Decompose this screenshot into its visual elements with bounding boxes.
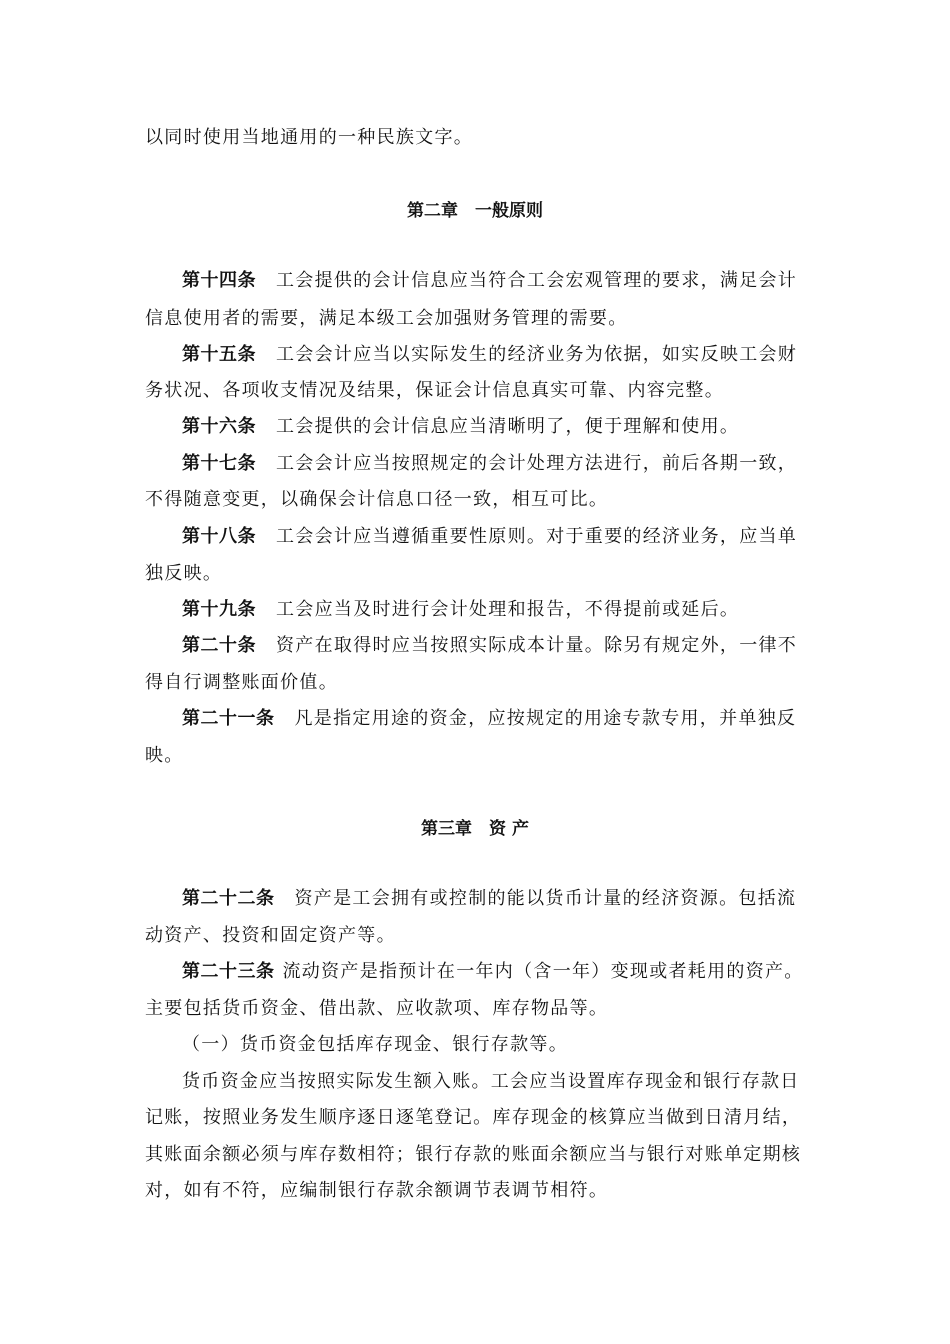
article-text: 工会应当及时进行会计处理和报告，不得提前或延后。 (276, 599, 740, 620)
chapter-heading: 第三章 资 产 (421, 819, 529, 839)
article-line (182, 635, 797, 657)
body-text-line: 以同时使用当地通用的一种民族文字。 (145, 127, 474, 148)
article-continuation-line: 独反映。 (145, 563, 223, 584)
article-number: 第二十条 (182, 635, 256, 656)
article-line (182, 416, 739, 438)
article-number: 第十八条 (182, 526, 256, 547)
article-line (182, 888, 796, 910)
paragraph-line: 其账面余额必须与库存数相符；银行存款的账面余额应当与银行对账单定期核 (145, 1144, 802, 1165)
article-continuation-line: 信息使用者的需要，满足本级工会加强财务管理的需要。 (145, 308, 628, 329)
article-continuation-line: 动资产、投资和固定资产等。 (145, 925, 396, 946)
article-text: 工会提供的会计信息应当清晰明了，便于理解和使用。 (276, 416, 740, 437)
article-text: 工会会计应当遵循重要性原则。对于重要的经济业务，应当单 (276, 526, 798, 547)
paragraph-line: 货币资金应当按照实际发生额入账。工会应当设置库存现金和银行存款日 (182, 1071, 800, 1092)
article-line (182, 526, 797, 548)
article-number: 第十四条 (182, 270, 256, 291)
article-text: 工会会计应当按照规定的会计处理方法进行，前后各期一致， (276, 453, 798, 474)
article-line (182, 599, 739, 621)
article-text: 工会提供的会计信息应当符合工会宏观管理的要求，满足会计 (276, 270, 798, 291)
article-number: 第十五条 (182, 344, 256, 365)
article-line (182, 708, 796, 730)
article-continuation-line: 务状况、各项收支情况及结果，保证会计信息真实可靠、内容完整。 (145, 380, 724, 401)
article-text: 资产是工会拥有或控制的能以货币计量的经济资源。包括流 (294, 888, 797, 909)
article-number: 第二十一条 (182, 708, 275, 729)
article-continuation-line: 映。 (145, 745, 184, 766)
article-number: 第十六条 (182, 416, 256, 437)
article-number: 第二十二条 (182, 888, 275, 909)
paragraph-line: 记账，按照业务发生顺序逐日逐笔登记。库存现金的核算应当做到日清月结， (145, 1107, 802, 1128)
article-line (182, 270, 797, 292)
article-text: 流动资产是指预计在一年内（含一年）变现或者耗用的资产。 (282, 961, 804, 982)
article-text: 工会会计应当以实际发生的经济业务为依据，如实反映工会财 (276, 344, 798, 365)
article-number: 第十九条 (182, 599, 256, 620)
article-continuation-line: 得自行调整账面价值。 (145, 672, 338, 693)
article-line (182, 344, 797, 366)
article-line (182, 453, 797, 475)
article-line (182, 961, 804, 983)
article-number: 第十七条 (182, 453, 256, 474)
article-number: 第二十三条 (182, 961, 275, 982)
chapter-heading: 第二章 一般原则 (407, 201, 543, 221)
list-item: （一）货币资金包括库存现金、银行存款等。 (182, 1034, 568, 1055)
article-continuation-line: 主要包括货币资金、借出款、应收款项、库存物品等。 (145, 998, 609, 1019)
article-continuation-line: 不得随意变更，以确保会计信息口径一致，相互可比。 (145, 489, 609, 510)
paragraph-line: 对，如有不符，应编制银行存款余额调节表调节相符。 (145, 1180, 609, 1201)
article-text: 凡是指定用途的资金，应按规定的用途专款专用，并单独反 (294, 708, 797, 729)
article-text: 资产在取得时应当按照实际成本计量。除另有规定外，一律不 (276, 635, 798, 656)
